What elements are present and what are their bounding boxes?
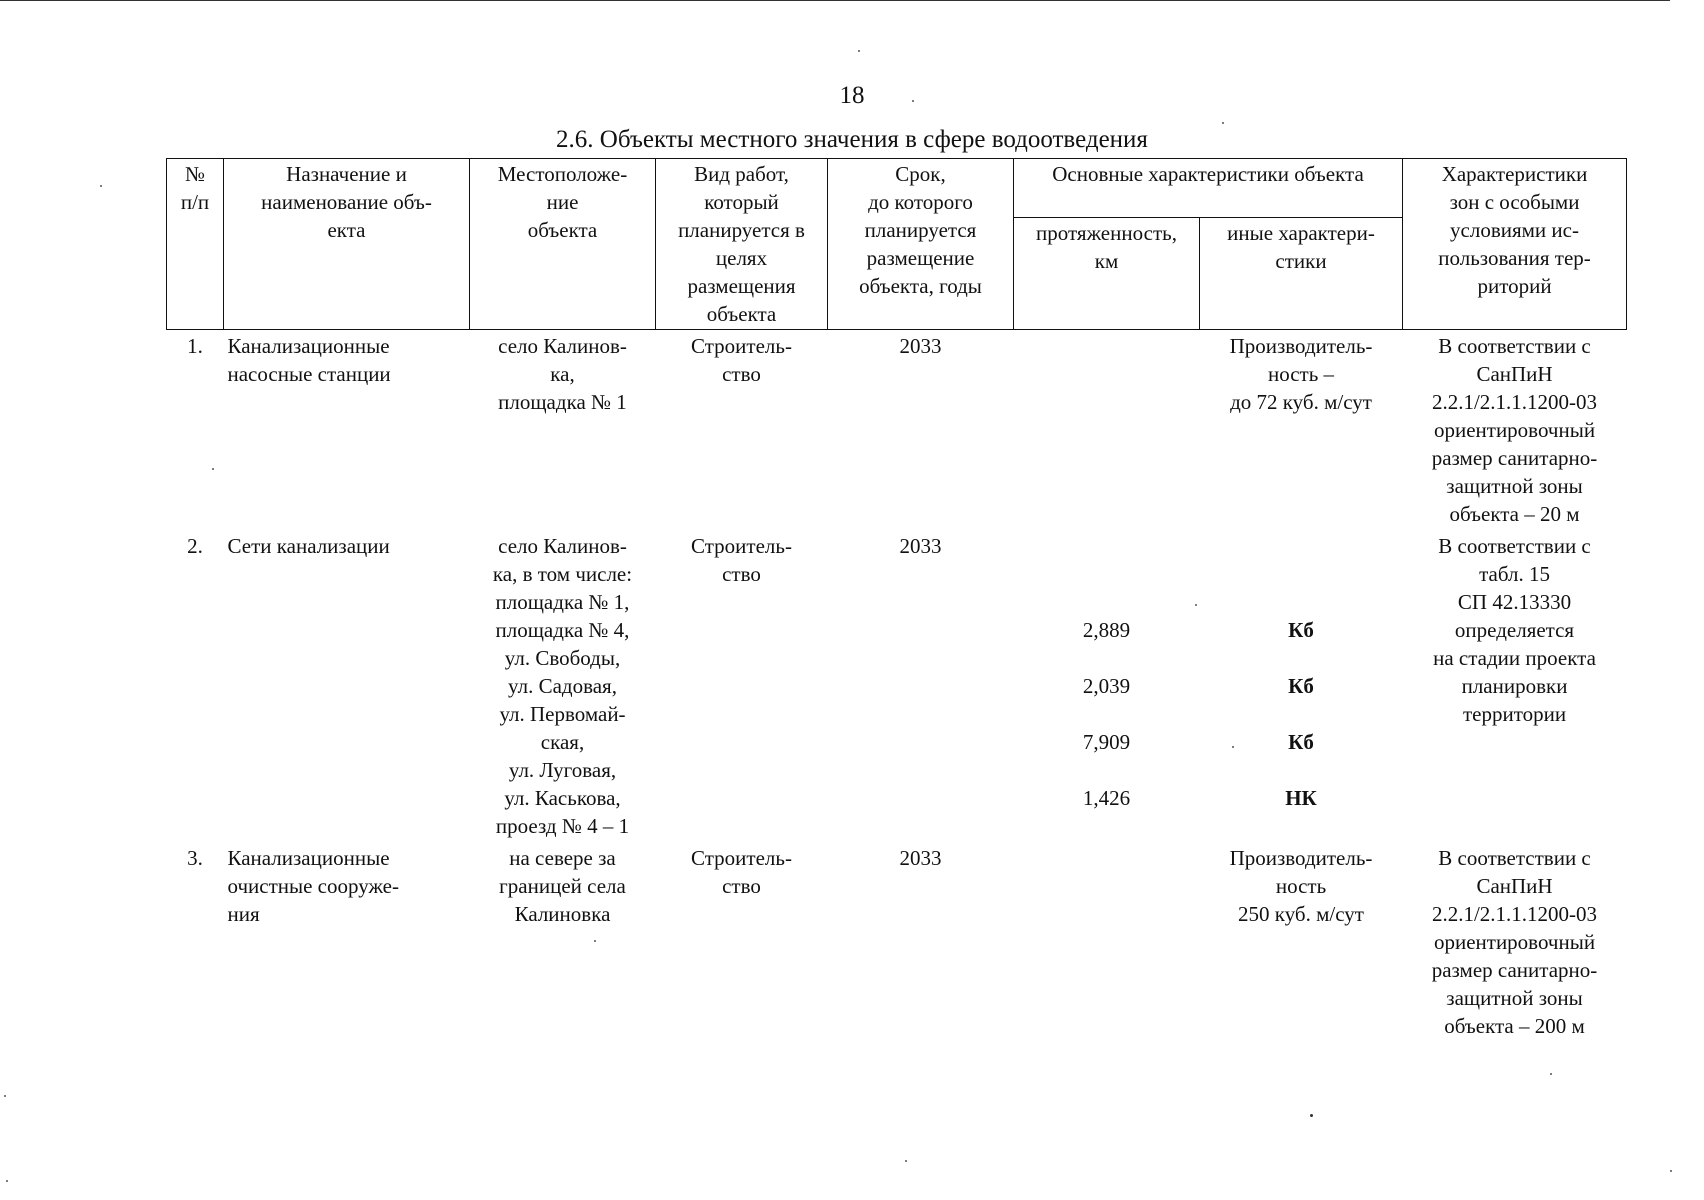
work-type: Строитель- ство: [691, 534, 792, 586]
scan-speck: [6, 1180, 8, 1182]
header-work-type: Вид работ, который планируется в целях размещения объекта: [656, 159, 828, 330]
scan-speck: [1310, 1114, 1313, 1117]
object-location: село Калинов- ка, в том числе: площадка № 1, площадка № 4, ул. Свободы, ул. Садовая, ул. Первомай- ская, ул. Луговая, ул. Каськова, проезд № 4 – 1: [492, 534, 633, 838]
scan-speck: [100, 185, 102, 187]
row-number: 2.: [187, 534, 203, 558]
work-type: Строитель- ство: [691, 846, 792, 898]
length-km: [1014, 330, 1200, 531]
header-deadline: Срок, до которого планируется размещение объекта, годы: [828, 159, 1014, 330]
sewer-type-code: Кб: [1288, 618, 1314, 642]
scan-speck: [1670, 1170, 1672, 1172]
header-length: протяженность, км: [1014, 217, 1200, 329]
table-row: [167, 842, 1627, 1042]
object-name: Сети канализации: [227, 534, 390, 558]
zone-characteristics: В соответствии с СанПиН 2.2.1/2.1.1.1200-03 ориентировочный размер санитарно- защитной зоны объекта – 20 м: [1431, 334, 1598, 526]
scan-speck: [912, 100, 914, 102]
other-characteristics: Производитель- ность 250 куб. м/сут: [1229, 846, 1373, 926]
scan-speck: [905, 1160, 907, 1162]
row-number: 1.: [187, 334, 203, 358]
page-number: 18: [839, 82, 865, 109]
sewer-type-code: Кб: [1288, 674, 1314, 698]
deadline-year: 2033: [899, 534, 942, 558]
length-km-list: [1014, 530, 1200, 842]
scan-speck: [1550, 1073, 1552, 1075]
length-km: 1,426: [1082, 786, 1131, 810]
page-title: 2.6. Объекты местного значения в сфере водоотведения: [556, 126, 1148, 153]
zone-characteristics: В соответствии с табл. 15 СП 42.13330 определяется на стадии проекта планировки территории: [1433, 534, 1596, 726]
sewer-type-code: НК: [1285, 786, 1317, 810]
other-characteristics: Производитель- ность – до 72 куб. м/сут: [1229, 334, 1373, 414]
zone-characteristics: В соответствии с СанПиН 2.2.1/2.1.1.1200-03 ориентировочный размер санитарно- защитной зоны объекта – 200 м: [1431, 846, 1598, 1038]
top-rule: [0, 0, 1670, 1]
sewerage-objects-table: [166, 158, 1627, 1042]
object-location: село Калинов- ка, площадка № 1: [498, 334, 627, 414]
length-km: [1014, 842, 1200, 1042]
header-name: Назначение и наименование объ- екта: [224, 159, 470, 330]
scan-speck: [1222, 122, 1224, 124]
header-zones: Характеристики зон с особыми условиями ис- пользования тер- риторий: [1403, 159, 1627, 330]
object-name: Канализационные насосные станции: [227, 334, 391, 386]
scan-speck: [858, 50, 860, 52]
length-km: 2,039: [1082, 674, 1131, 698]
other-characteristics-list: [1200, 530, 1403, 842]
sewer-type-code: Кб: [1288, 730, 1314, 754]
header-location: Местоположе- ние объекта: [470, 159, 656, 330]
table-row: [167, 530, 1627, 842]
length-km: 7,909: [1082, 730, 1131, 754]
header-main-characteristics: Основные характеристики объекта: [1014, 159, 1403, 218]
deadline-year: 2033: [899, 846, 942, 870]
length-km: 2,889: [1082, 618, 1131, 642]
row-number: 3.: [187, 846, 203, 870]
object-location: на севере за границей села Калиновка: [499, 846, 626, 926]
header-other-characteristics: иные характери- стики: [1200, 217, 1403, 329]
scan-speck: [4, 1095, 6, 1097]
header-num: № п/п: [167, 159, 224, 330]
work-type: Строитель- ство: [691, 334, 792, 386]
deadline-year: 2033: [899, 334, 942, 358]
table-row: [167, 330, 1627, 531]
object-name: Канализационные очистные сооруже- ния: [227, 846, 399, 926]
